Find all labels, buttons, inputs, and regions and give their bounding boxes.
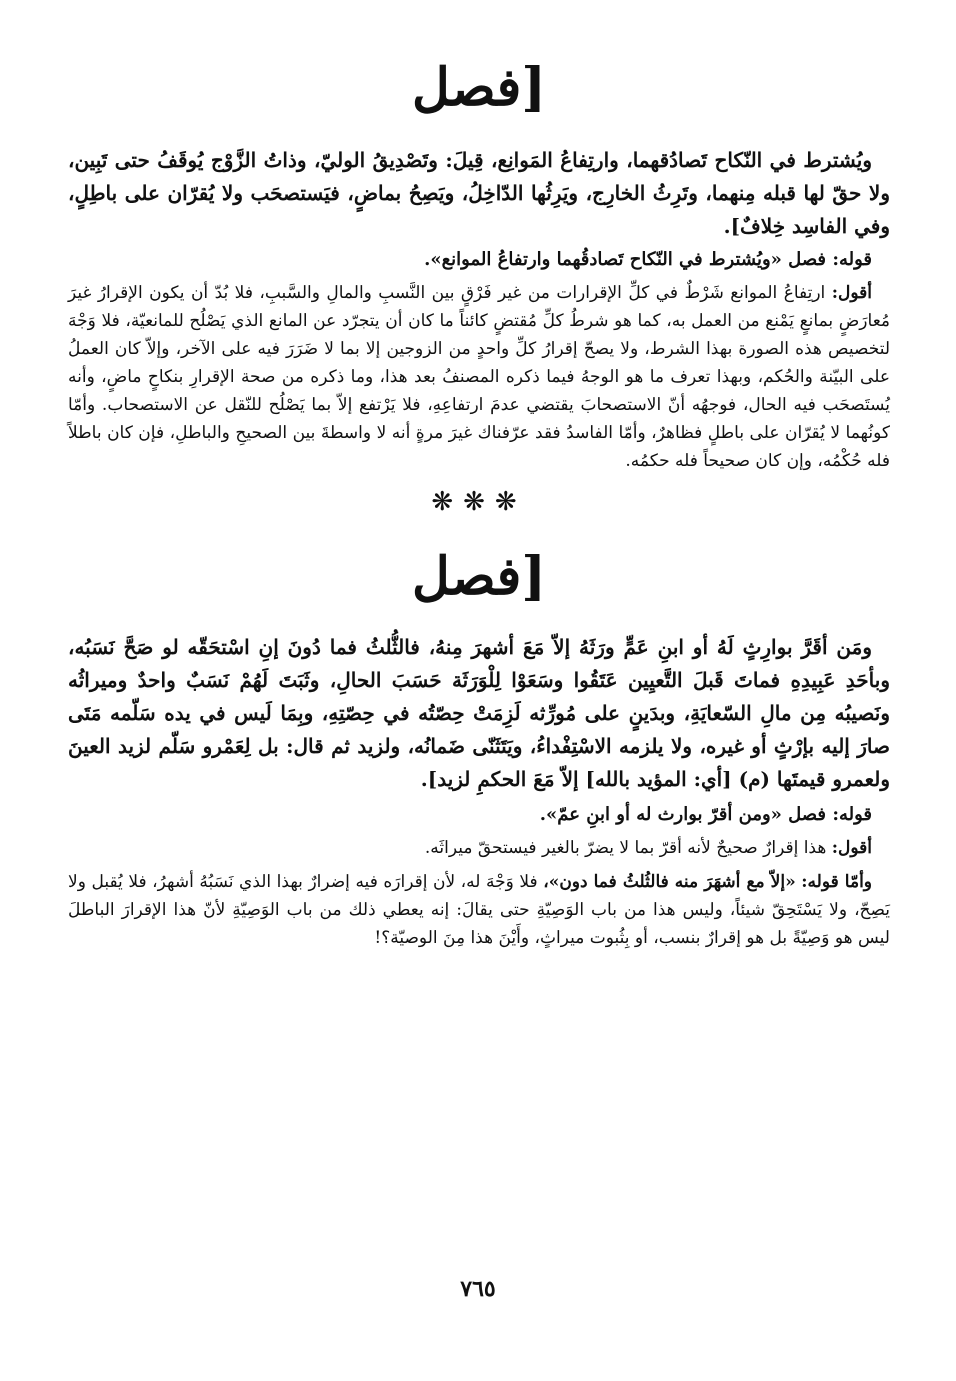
- quote-label: قوله:: [832, 804, 872, 825]
- commentary-quote: «إلاّ مع أشهَرَ منه فالثُلثُ فما دون»،: [543, 872, 796, 892]
- section-title-text: [فصل: [412, 57, 546, 118]
- commentary-label: وأمّا قوله:: [801, 872, 872, 892]
- section-divider: ❋❋❋: [431, 487, 527, 517]
- commentary-label: أقول:: [831, 283, 872, 303]
- commentary-paragraph: [68, 868, 890, 952]
- main-text-paragraph: ويُشترط في النّكاح تَصادُقهما، وارتِفاعُ المَوانِع، قِيلَ: وتَصْدِيقُ الوليّ، وذاتُ الزَّوْج يُوقَفُ حتى تَبِين، ولا حقّ لها قبله مِنهما، وتَرِثُ الخارِج، ويَرِثُها الدّاخِلُ، ويَصِحُ بماضٍ، فيَستصحَب ولا يُقرّان على باطِلٍ، وفي الفاسِد خِلافٌ].: [68, 148, 890, 238]
- section-title-text: [فصل: [412, 546, 546, 607]
- quote-label: قوله:: [832, 249, 872, 270]
- commentary-text: ارتِفاعُ الموانع شَرْطٌ في كلِّ الإقرارات من غير فَرْقٍ بين النَّسبِ والمالِ والسَّببِ، فلا بُدّ أن يكون الإقرارُ غيرَ مُعارَضٍ بمانعٍ يَمْنع من العمل به، كما هو شرطُ كلِّ مُقتضٍ كائناً ما كان أن يتجرّد عن المانع الذي يَصْلُح للمانعيّة، فلا وَجْهَ لتخصيص هذه الصورة بهذا الشرط، ولا يصحّ إقرارُ كلِّ واحدٍ من الزوجين إلا بما لا ضَرَرَ فيه على الآخر، وإلاّ كان العملُ على البيّنة والحُكم، وبهذا تعرف ما هو الوجهُ فيما ذكره المصنفُ بعد هذا، وما ذكره من صحة الإقرارِ بنكاحٍ ماضٍ، وأنه يُستَصحَب فيه الحال، فوجهُه أنّ الاستصحابَ يقتضي عدمَ ارتفاعِهِ، فلا يَرْتفع إلاّ بما يَصْلُح للنّقل عن الاستصحاب. وأمّا كونُهما لا يُقرّان على باطلٍ فظاهرٌ، وأمّا الفاسدُ فقد عرّفناك غيرَ مرةٍ أنه لا واسطةَ بين الصحيحِ والباطلِ، فإن كان باطلاً فله حُكْمُه، وإن كان صحيحاً فله حكمُه.: [68, 283, 890, 471]
- commentary-text: فلا وَجْهَ له، لأن إقرارَه فيه إضرارٌ بهذا الذي نَسَبُهُ أشهرُ، فلا يُقبل ولا يَصِحّ، ولا يَسْتَحِقّ شيئاً، وليس هذا من باب الوَصِيّةِ حتى يقالَ: إنه يعطي ذلك من باب الوَصِيّةِ لأنّ هذا الإقرارَ الباطلَ ليس هو وَصِيّةً بل هو إقرارٌ بنسب، أو بِثُبوت ميراثٍ، وأَيْنَ هذا مِنَ الوصيّة؟!: [68, 872, 890, 948]
- quote-paragraph: [68, 245, 890, 275]
- section-title: [68, 529, 890, 631]
- section-title: [68, 0, 890, 140]
- commentary-label: أقول:: [831, 838, 872, 858]
- quote-text: فصل «ويُشترط في النّكاح تَصادقُهما وارتفاعُ الموانع».: [424, 249, 827, 270]
- commentary-paragraph: [68, 834, 890, 862]
- quote-text: فصل «ومن أقرّ بوارث له أو ابنِ عمّ».: [539, 804, 827, 825]
- main-text-paragraph: ومَن أقَرَّ بوارِثٍ لَهُ أو ابنِ عَمٍّ ورَثَهُ إلاّ مَعَ أشهرَ مِنهُ، فالثُّلثُ فما دُونَ إنِ اسْتحَقّه لو صَحَّ نَسَبُه، وبأحَدِ عَبِيدِهِ فماتَ قَبلَ التَّعيِين عَتَقُوا وسَعَوْا لِلْوَرَثَة حَسَبَ الحالِ، وثَبَتَ لَهُمْ نَسَبٌ واحدٌ وميراثُه ونَصيبُه مِن مالِ السّعايَةِ، وبدَينٍ على مُورِّثه لَزِمَتْ حِصّتُه في حِصّتِهِ، وبِمَا لَيس في يده سَلّمه مَتَى صارَ إليه بإرْثٍ أو غيره، ولا يلزمه الاسْتِفْداءُ، ويَتَثَنّى ضَمانُه، ولزيد ثم قال: بل لِعَمْرو سَلّم لزيد العينَ ولعمرو قيمتَها (م) [أي: المؤيد بالله] إلاّ مَعَ الحكمِ لزيد].: [68, 635, 890, 791]
- quote-paragraph: [68, 800, 890, 830]
- commentary-text: هذا إقرارٌ صحيحٌ لأنه أقرّ بما لا يضرّ بالغير فيستحقّ ميراثَه.: [424, 838, 827, 858]
- page-number: ٧٦٥: [460, 1276, 496, 1302]
- commentary-paragraph: [68, 279, 890, 475]
